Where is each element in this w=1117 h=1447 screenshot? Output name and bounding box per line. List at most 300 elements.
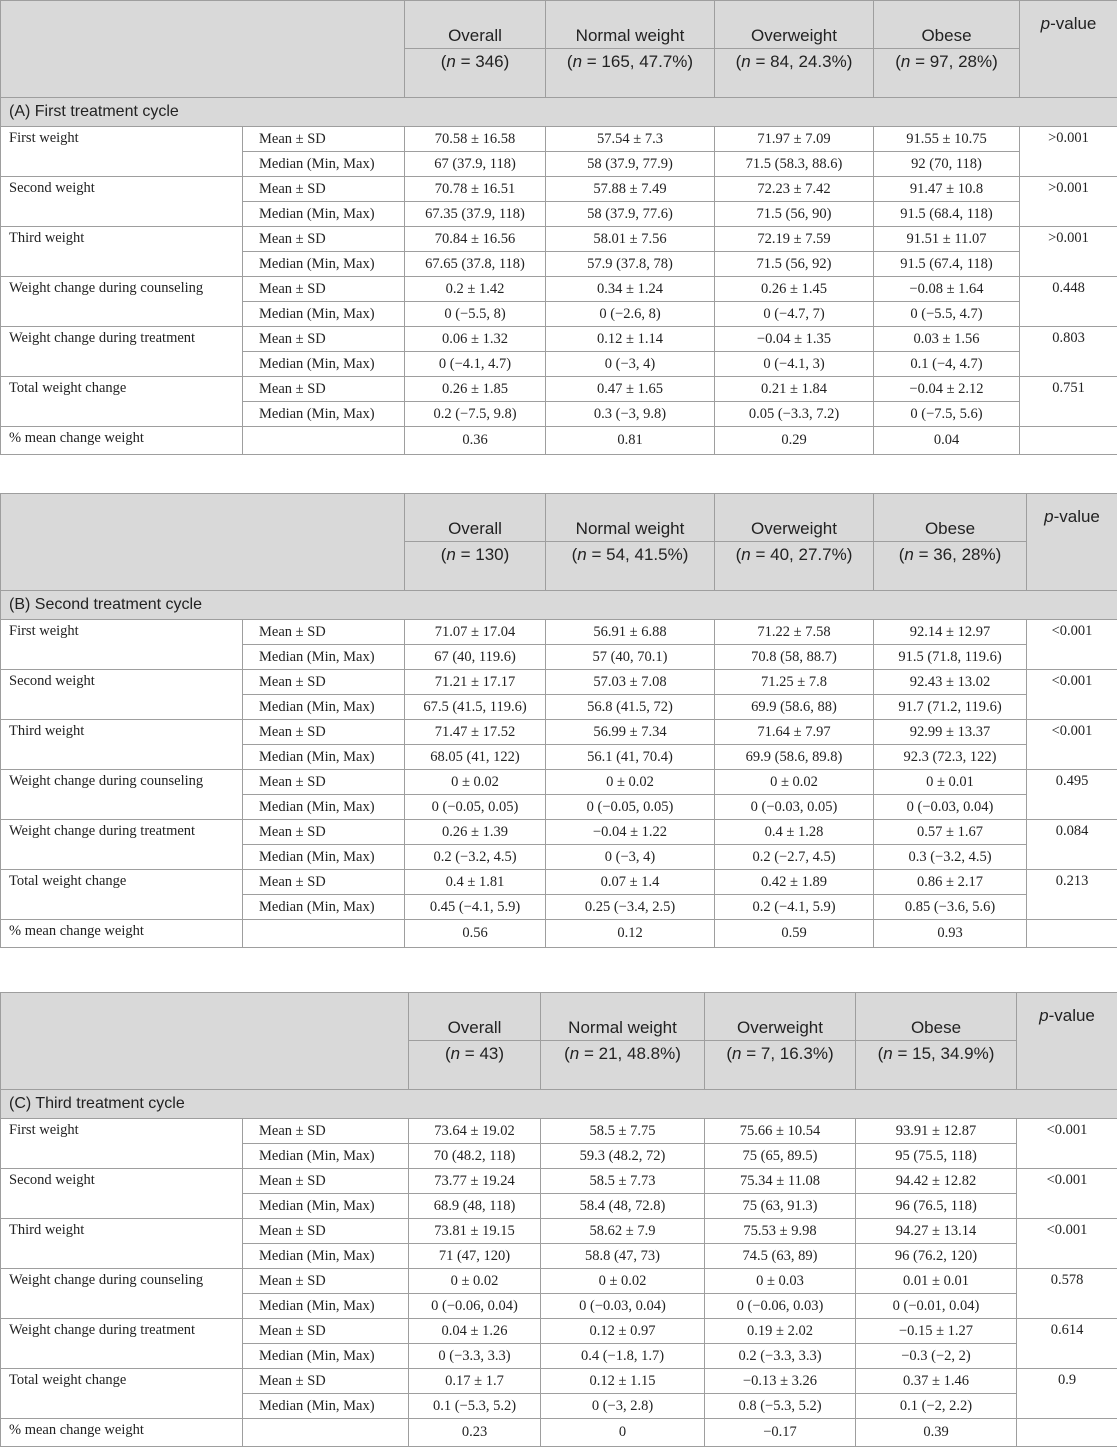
count-value: 346: [475, 52, 503, 71]
value-cell: 67.5 (41.5, 119.6): [405, 695, 546, 720]
column-count: (n = 84, 24.3%): [715, 49, 874, 98]
row-label: First weight: [1, 127, 243, 177]
stat-label-empty: [243, 920, 405, 948]
value-cell: 0 (−2.6, 8): [546, 302, 715, 327]
value-cell: 91.47 ± 10.8: [874, 177, 1020, 202]
value-cell: 0.4 ± 1.81: [405, 870, 546, 895]
row-label: % mean change weight: [1, 1419, 243, 1447]
stat-label: Median (Min, Max): [243, 1344, 409, 1369]
value-cell: 0.86 ± 2.17: [874, 870, 1027, 895]
row-label: % mean change weight: [1, 920, 243, 948]
value-cell: 70.78 ± 16.51: [405, 177, 546, 202]
table-row: [1, 127, 1117, 152]
table-row: [1, 620, 1117, 645]
column-count: (n = 97, 28%): [874, 49, 1020, 98]
pvalue-cell: <0.001: [1027, 670, 1117, 720]
value-cell: 95 (75.5, 118): [856, 1144, 1017, 1169]
column-count: (n = 346): [405, 49, 546, 98]
table-row: [1, 1319, 1117, 1344]
section-title: (A) First treatment cycle: [1, 98, 1117, 127]
pct-row: [1, 427, 1117, 455]
column-header: Normal weight: [546, 1, 715, 49]
header-row: [1, 494, 1117, 542]
value-cell: 0.4 ± 1.28: [715, 820, 874, 845]
value-cell: 75 (65, 89.5): [705, 1144, 856, 1169]
value-cell: 67.65 (37.8, 118): [405, 252, 546, 277]
n-symbol: n: [573, 52, 582, 71]
stat-label: Mean ± SD: [243, 820, 405, 845]
table-row: [1, 177, 1117, 202]
value-cell: 72.23 ± 7.42: [715, 177, 874, 202]
value-cell: 71.22 ± 7.58: [715, 620, 874, 645]
pvalue-italic: p: [1041, 14, 1050, 33]
row-label: Third weight: [1, 227, 243, 277]
count-value: 36, 28%: [933, 545, 995, 564]
value-cell: 0 (−0.01, 0.04): [856, 1294, 1017, 1319]
column-header: Overall: [409, 993, 541, 1041]
value-cell: −0.08 ± 1.64: [874, 277, 1020, 302]
value-cell: 0.06 ± 1.32: [405, 327, 546, 352]
stat-label: Median (Min, Max): [243, 252, 405, 277]
value-cell: 70.8 (58, 88.7): [715, 645, 874, 670]
pvalue-cell: 0.9: [1017, 1369, 1117, 1419]
table-row: [1, 377, 1117, 402]
stat-label: Median (Min, Max): [243, 1294, 409, 1319]
count-value: 21, 48.8%: [599, 1044, 676, 1063]
value-cell: 73.77 ± 19.24: [409, 1169, 541, 1194]
pvalue-cell: >0.001: [1020, 127, 1117, 177]
row-label: Total weight change: [1, 1369, 243, 1419]
value-cell: 0.26 ± 1.85: [405, 377, 546, 402]
column-header: Obese: [874, 494, 1027, 542]
table-row: [1, 277, 1117, 302]
pvalue-header: [1020, 1, 1117, 98]
section-row: [1, 591, 1117, 620]
value-cell: 68.9 (48, 118): [409, 1194, 541, 1219]
stat-label: Mean ± SD: [243, 1119, 409, 1144]
stat-label: Median (Min, Max): [243, 1194, 409, 1219]
pvalue-label: -value: [1050, 14, 1096, 33]
value-cell: 71.25 ± 7.8: [715, 670, 874, 695]
row-label: Weight change during treatment: [1, 1319, 243, 1369]
value-cell: 0.1 (−2, 2.2): [856, 1394, 1017, 1419]
value-cell: 0 (−3, 4): [546, 352, 715, 377]
value-cell: 0.37 ± 1.46: [856, 1369, 1017, 1394]
row-label: Second weight: [1, 177, 243, 227]
value-cell: 0.93: [874, 920, 1027, 948]
value-cell: 71 (47, 120): [409, 1244, 541, 1269]
stat-label: Mean ± SD: [243, 1369, 409, 1394]
value-cell: 0 (−0.05, 0.05): [546, 795, 715, 820]
stat-label: Median (Min, Max): [243, 795, 405, 820]
value-cell: 0.45 (−4.1, 5.9): [405, 895, 546, 920]
value-cell: 91.5 (67.4, 118): [874, 252, 1020, 277]
value-cell: 0.1 (−5.3, 5.2): [409, 1394, 541, 1419]
value-cell: −0.13 ± 3.26: [705, 1369, 856, 1394]
column-header: Overall: [405, 494, 546, 542]
row-label: Second weight: [1, 670, 243, 720]
stat-label: Mean ± SD: [243, 620, 405, 645]
value-cell: 57.88 ± 7.49: [546, 177, 715, 202]
value-cell: 68.05 (41, 122): [405, 745, 546, 770]
value-cell: 57.54 ± 7.3: [546, 127, 715, 152]
stat-label: Mean ± SD: [243, 277, 405, 302]
stat-label: Mean ± SD: [243, 377, 405, 402]
value-cell: 0.05 (−3.3, 7.2): [715, 402, 874, 427]
value-cell: 71.64 ± 7.97: [715, 720, 874, 745]
value-cell: 92.14 ± 12.97: [874, 620, 1027, 645]
value-cell: 0.85 (−3.6, 5.6): [874, 895, 1027, 920]
count-value: 54, 41.5%: [606, 545, 683, 564]
stat-label: Mean ± SD: [243, 227, 405, 252]
stat-label: Mean ± SD: [243, 1219, 409, 1244]
value-cell: 0.21 ± 1.84: [715, 377, 874, 402]
value-cell: 67.35 (37.9, 118): [405, 202, 546, 227]
row-label: First weight: [1, 620, 243, 670]
value-cell: 0.81: [546, 427, 715, 455]
column-header: Obese: [874, 1, 1020, 49]
value-cell: 91.5 (71.8, 119.6): [874, 645, 1027, 670]
value-cell: 96 (76.5, 118): [856, 1194, 1017, 1219]
value-cell: 73.81 ± 19.15: [409, 1219, 541, 1244]
value-cell: 96 (76.2, 120): [856, 1244, 1017, 1269]
value-cell: 0 ± 0.03: [705, 1269, 856, 1294]
value-cell: 56.8 (41.5, 72): [546, 695, 715, 720]
value-cell: 0.4 (−1.8, 1.7): [541, 1344, 705, 1369]
pvalue-label: -value: [1049, 1006, 1095, 1025]
value-cell: −0.15 ± 1.27: [856, 1319, 1017, 1344]
value-cell: 0.23: [409, 1419, 541, 1447]
value-cell: 0 ± 0.02: [715, 770, 874, 795]
value-cell: 0.3 (−3.2, 4.5): [874, 845, 1027, 870]
value-cell: 0 (−4.7, 7): [715, 302, 874, 327]
row-label: Total weight change: [1, 377, 243, 427]
pvalue-cell-empty: [1020, 427, 1117, 455]
stat-label: Mean ± SD: [243, 1269, 409, 1294]
count-value: 165, 47.7%: [601, 52, 687, 71]
n-symbol: n: [577, 545, 586, 564]
value-cell: 0 ± 0.02: [405, 770, 546, 795]
value-cell: 73.64 ± 19.02: [409, 1119, 541, 1144]
stat-label: Median (Min, Max): [243, 202, 405, 227]
value-cell: 0.2 (−3.3, 3.3): [705, 1344, 856, 1369]
value-cell: 0 ± 0.02: [409, 1269, 541, 1294]
value-cell: 0.03 ± 1.56: [874, 327, 1020, 352]
row-label: Weight change during counseling: [1, 1269, 243, 1319]
n-symbol: n: [741, 545, 750, 564]
value-cell: 94.42 ± 12.82: [856, 1169, 1017, 1194]
stat-label: Median (Min, Max): [243, 352, 405, 377]
value-cell: 58.4 (48, 72.8): [541, 1194, 705, 1219]
column-header: Overweight: [715, 1, 874, 49]
column-header: Overweight: [705, 993, 856, 1041]
count-value: 43: [479, 1044, 498, 1063]
value-cell: 0 (−0.03, 0.04): [541, 1294, 705, 1319]
pvalue-cell: 0.213: [1027, 870, 1117, 920]
value-cell: 71.07 ± 17.04: [405, 620, 546, 645]
value-cell: 75.66 ± 10.54: [705, 1119, 856, 1144]
pvalue-cell: <0.001: [1027, 720, 1117, 770]
data-table-3: [0, 992, 1117, 1447]
stat-label: Mean ± SD: [243, 327, 405, 352]
value-cell: 0 (−3.3, 3.3): [409, 1344, 541, 1369]
value-cell: 71.5 (58.3, 88.6): [715, 152, 874, 177]
table: [0, 493, 1117, 948]
stat-label: Mean ± SD: [243, 870, 405, 895]
stat-label: Mean ± SD: [243, 720, 405, 745]
count-value: 40, 27.7%: [770, 545, 847, 564]
value-cell: 0.29: [715, 427, 874, 455]
value-cell: 0.2 (−4.1, 5.9): [715, 895, 874, 920]
value-cell: 71.5 (56, 90): [715, 202, 874, 227]
value-cell: 57.03 ± 7.08: [546, 670, 715, 695]
data-table-1: [0, 0, 1117, 455]
value-cell: 0.39: [856, 1419, 1017, 1447]
table-row: [1, 1119, 1117, 1144]
stat-label-empty: [243, 427, 405, 455]
value-cell: 67 (37.9, 118): [405, 152, 546, 177]
value-cell: 57 (40, 70.1): [546, 645, 715, 670]
stat-label: Median (Min, Max): [243, 402, 405, 427]
pct-row: [1, 920, 1117, 948]
pvalue-cell: 0.448: [1020, 277, 1117, 327]
stat-label: Mean ± SD: [243, 177, 405, 202]
value-cell: 0.2 (−2.7, 4.5): [715, 845, 874, 870]
stat-label: Median (Min, Max): [243, 845, 405, 870]
value-cell: 0 (−5.5, 8): [405, 302, 546, 327]
value-cell: 0 ± 0.02: [546, 770, 715, 795]
value-cell: 0.12 ± 1.15: [541, 1369, 705, 1394]
table: [0, 0, 1117, 455]
value-cell: 92.3 (72.3, 122): [874, 745, 1027, 770]
table-row: [1, 1219, 1117, 1244]
row-label: Weight change during treatment: [1, 820, 243, 870]
value-cell: 71.21 ± 17.17: [405, 670, 546, 695]
value-cell: 0.12 ± 0.97: [541, 1319, 705, 1344]
header-row: [1, 993, 1117, 1041]
value-cell: 56.99 ± 7.34: [546, 720, 715, 745]
column-count: (n = 36, 28%): [874, 542, 1027, 591]
value-cell: 59.3 (48.2, 72): [541, 1144, 705, 1169]
column-header: Overweight: [715, 494, 874, 542]
header-row: [1, 1, 1117, 49]
value-cell: 0 (−4.1, 4.7): [405, 352, 546, 377]
value-cell: 58 (37.9, 77.6): [546, 202, 715, 227]
stat-label: Mean ± SD: [243, 127, 405, 152]
stat-label: Median (Min, Max): [243, 152, 405, 177]
count-value: 130: [475, 545, 503, 564]
value-cell: 0.01 ± 0.01: [856, 1269, 1017, 1294]
value-cell: 0 ± 0.02: [541, 1269, 705, 1294]
value-cell: −0.04 ± 2.12: [874, 377, 1020, 402]
stat-label: Median (Min, Max): [243, 302, 405, 327]
table-row: [1, 227, 1117, 252]
value-cell: 67 (40, 119.6): [405, 645, 546, 670]
n-symbol: n: [901, 52, 910, 71]
value-cell: 70.84 ± 16.56: [405, 227, 546, 252]
value-cell: 0.25 (−3.4, 2.5): [546, 895, 715, 920]
value-cell: 0.19 ± 2.02: [705, 1319, 856, 1344]
value-cell: 0: [541, 1419, 705, 1447]
value-cell: 58.5 ± 7.75: [541, 1119, 705, 1144]
stat-label: Mean ± SD: [243, 670, 405, 695]
value-cell: 0.8 (−5.3, 5.2): [705, 1394, 856, 1419]
value-cell: 0.04: [874, 427, 1020, 455]
value-cell: 0 (−3, 4): [546, 845, 715, 870]
row-label: First weight: [1, 1119, 243, 1169]
stat-label: Median (Min, Max): [243, 1394, 409, 1419]
pvalue-cell-empty: [1027, 920, 1117, 948]
n-symbol: n: [446, 52, 455, 71]
stat-label: Mean ± SD: [243, 1169, 409, 1194]
column-count: (n = 15, 34.9%): [856, 1041, 1017, 1090]
value-cell: 0.57 ± 1.67: [874, 820, 1027, 845]
n-symbol: n: [741, 52, 750, 71]
value-cell: 69.9 (58.6, 88): [715, 695, 874, 720]
pvalue-label: -value: [1054, 507, 1100, 526]
table-row: [1, 770, 1117, 795]
header-blank: [1, 494, 405, 591]
value-cell: 72.19 ± 7.59: [715, 227, 874, 252]
value-cell: 0.26 ± 1.45: [715, 277, 874, 302]
value-cell: 0 (−0.05, 0.05): [405, 795, 546, 820]
value-cell: 93.91 ± 12.87: [856, 1119, 1017, 1144]
value-cell: 0 ± 0.01: [874, 770, 1027, 795]
value-cell: 0.59: [715, 920, 874, 948]
value-cell: 58.5 ± 7.73: [541, 1169, 705, 1194]
section-row: [1, 1090, 1117, 1119]
value-cell: 0.2 ± 1.42: [405, 277, 546, 302]
column-count: (n = 54, 41.5%): [546, 542, 715, 591]
value-cell: 58.8 (47, 73): [541, 1244, 705, 1269]
n-symbol: n: [446, 545, 455, 564]
table-row: [1, 1269, 1117, 1294]
value-cell: 0.17 ± 1.7: [409, 1369, 541, 1394]
stat-label: Median (Min, Max): [243, 695, 405, 720]
pvalue-cell: >0.001: [1020, 177, 1117, 227]
pvalue-cell: >0.001: [1020, 227, 1117, 277]
stat-label: Mean ± SD: [243, 1319, 409, 1344]
stat-label: Median (Min, Max): [243, 1144, 409, 1169]
stat-label: Median (Min, Max): [243, 1244, 409, 1269]
value-cell: 92 (70, 118): [874, 152, 1020, 177]
value-cell: −0.04 ± 1.22: [546, 820, 715, 845]
value-cell: 74.5 (63, 89): [705, 1244, 856, 1269]
value-cell: 0.47 ± 1.65: [546, 377, 715, 402]
table-row: [1, 870, 1117, 895]
table: [0, 992, 1117, 1447]
column-count: (n = 165, 47.7%): [546, 49, 715, 98]
value-cell: 92.99 ± 13.37: [874, 720, 1027, 745]
table-row: [1, 820, 1117, 845]
value-cell: 75 (63, 91.3): [705, 1194, 856, 1219]
value-cell: 0.04 ± 1.26: [409, 1319, 541, 1344]
n-symbol: n: [883, 1044, 892, 1063]
n-symbol: n: [904, 545, 913, 564]
section-title: (C) Third treatment cycle: [1, 1090, 1117, 1119]
stat-label: Median (Min, Max): [243, 645, 405, 670]
count-value: 97, 28%: [930, 52, 992, 71]
value-cell: 0 (−5.5, 4.7): [874, 302, 1020, 327]
pvalue-header: [1017, 993, 1117, 1090]
value-cell: −0.17: [705, 1419, 856, 1447]
column-header: Normal weight: [541, 993, 705, 1041]
row-label: Weight change during counseling: [1, 277, 243, 327]
pvalue-cell: 0.751: [1020, 377, 1117, 427]
n-symbol: n: [570, 1044, 579, 1063]
column-count: (n = 40, 27.7%): [715, 542, 874, 591]
value-cell: 0.12 ± 1.14: [546, 327, 715, 352]
value-cell: 0.12: [546, 920, 715, 948]
value-cell: 0.34 ± 1.24: [546, 277, 715, 302]
value-cell: 57.9 (37.8, 78): [546, 252, 715, 277]
value-cell: 91.51 ± 11.07: [874, 227, 1020, 252]
value-cell: 0 (−0.03, 0.04): [874, 795, 1027, 820]
value-cell: 0 (−3, 2.8): [541, 1394, 705, 1419]
value-cell: 0.07 ± 1.4: [546, 870, 715, 895]
row-label: Third weight: [1, 720, 243, 770]
pvalue-cell: 0.495: [1027, 770, 1117, 820]
column-count: (n = 130): [405, 542, 546, 591]
value-cell: 75.53 ± 9.98: [705, 1219, 856, 1244]
table-row: [1, 720, 1117, 745]
pvalue-cell: <0.001: [1017, 1169, 1117, 1219]
value-cell: −0.04 ± 1.35: [715, 327, 874, 352]
value-cell: 0 (−0.03, 0.05): [715, 795, 874, 820]
row-label: % mean change weight: [1, 427, 243, 455]
value-cell: 69.9 (58.6, 89.8): [715, 745, 874, 770]
pvalue-header: [1027, 494, 1117, 591]
count-value: 15, 34.9%: [912, 1044, 989, 1063]
pvalue-italic: p: [1044, 507, 1053, 526]
value-cell: 56.1 (41, 70.4): [546, 745, 715, 770]
value-cell: 91.55 ± 10.75: [874, 127, 1020, 152]
table-row: [1, 670, 1117, 695]
value-cell: 71.47 ± 17.52: [405, 720, 546, 745]
value-cell: 0 (−7.5, 5.6): [874, 402, 1020, 427]
value-cell: 0 (−0.06, 0.03): [705, 1294, 856, 1319]
count-value: 7, 16.3%: [761, 1044, 828, 1063]
value-cell: 0.42 ± 1.89: [715, 870, 874, 895]
pvalue-cell: 0.803: [1020, 327, 1117, 377]
row-label: Total weight change: [1, 870, 243, 920]
pvalue-cell: <0.001: [1027, 620, 1117, 670]
table-row: [1, 327, 1117, 352]
header-blank: [1, 993, 409, 1090]
value-cell: 92.43 ± 13.02: [874, 670, 1027, 695]
value-cell: 58.01 ± 7.56: [546, 227, 715, 252]
column-count: (n = 7, 16.3%): [705, 1041, 856, 1090]
value-cell: 0 (−4.1, 3): [715, 352, 874, 377]
value-cell: 0.56: [405, 920, 546, 948]
value-cell: 0 (−0.06, 0.04): [409, 1294, 541, 1319]
column-header: Obese: [856, 993, 1017, 1041]
column-count: (n = 21, 48.8%): [541, 1041, 705, 1090]
stat-label: Median (Min, Max): [243, 895, 405, 920]
value-cell: 71.5 (56, 92): [715, 252, 874, 277]
row-label: Second weight: [1, 1169, 243, 1219]
value-cell: −0.3 (−2, 2): [856, 1344, 1017, 1369]
section-title: (B) Second treatment cycle: [1, 591, 1117, 620]
value-cell: 70 (48.2, 118): [409, 1144, 541, 1169]
value-cell: 91.7 (71.2, 119.6): [874, 695, 1027, 720]
header-blank: [1, 1, 405, 98]
value-cell: 0.26 ± 1.39: [405, 820, 546, 845]
n-symbol: n: [732, 1044, 741, 1063]
value-cell: 0.36: [405, 427, 546, 455]
value-cell: 58.62 ± 7.9: [541, 1219, 705, 1244]
pvalue-cell: 0.614: [1017, 1319, 1117, 1369]
